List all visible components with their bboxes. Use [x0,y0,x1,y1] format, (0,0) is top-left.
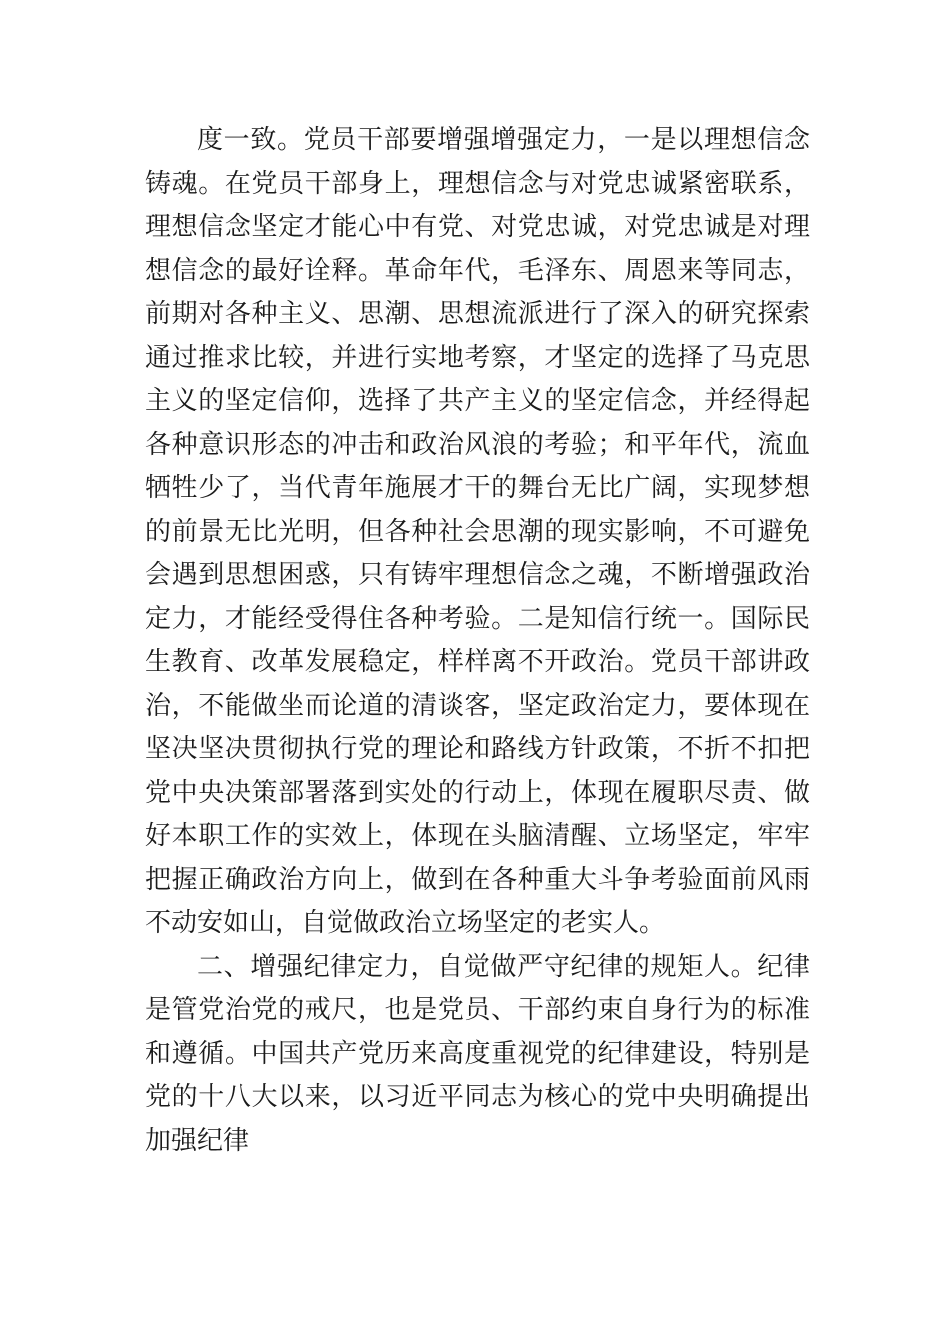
text-line: 党的十八大以来，以习近平同志为核心的党中央明确提出 [145,1082,810,1112]
text-line: 理想信念坚定才能心中有党、对党忠诚，对党忠诚是对理 [145,212,810,242]
text-line: 主义的坚定信仰，选择了共产主义的坚定信念，并经得起 [145,386,810,416]
text-line: 不动安如山，自觉做政治立场坚定的老实人。 [145,908,666,938]
text-line: 通过推求比较，并进行实地考察，才坚定的选择了马克思 [145,342,810,373]
text-line: 各种意识形态的冲击和政治风浪的考验；和平年代，流血 [145,429,810,460]
text-line: 前期对各种主义、思潮、思想流派进行了深入的研究探索 [145,299,810,329]
paragraph [145,946,810,1164]
text-line: 二、增强纪律定力，自觉做严守纪律的规矩人。纪律 [197,951,810,982]
text-line: 加强纪律 [145,1125,250,1156]
text-line: 会遇到思想困惑，只有铸牢理想信念之魂，不断增强政治 [145,560,810,590]
text-line: 铸魂。在党员干部身上，理想信念与对党忠诚紧密联系， [145,168,810,199]
text-line: 是管党治党的戒尺，也是党员、干部约束自身行为的标准 [145,995,810,1025]
text-line: 牺牲少了，当代青年施展才干的舞台无比广阔，实现梦想 [145,473,810,503]
text-line: 和遵循。中国共产党历来高度重视党的纪律建设，特别是 [145,1038,810,1069]
text-line: 生教育、改革发展稳定，样样离不开政治。党员干部讲政 [145,647,810,677]
text-line: 度一致。党员干部要增强增强定力，一是以理想信念 [197,125,810,155]
text-line: 坚决坚决贯彻执行党的理论和路线方针政策，不折不扣把 [145,734,810,764]
body-text [145,119,810,1163]
text-line: 把握正确政治方向上，做到在各种重大斗争考验面前风雨 [145,864,810,895]
text-line: 好本职工作的实效上，体现在头脑清醒、立场坚定，牢牢 [145,821,810,851]
text-line: 的前景无比光明，但各种社会思潮的现实影响，不可避免 [145,516,810,547]
text-line: 党中央决策部署落到实处的行动上，体现在履职尽责、做 [145,777,810,808]
text-line: 治，不能做坐而论道的清谈客，坚定政治定力，要体现在 [145,690,810,721]
text-line: 定力，才能经受得住各种考验。二是知信行统一。国际民 [145,603,810,634]
text-line: 想信念的最好诠释。革命年代，毛泽东、周恩来等同志， [145,255,810,286]
paragraph [145,119,810,946]
